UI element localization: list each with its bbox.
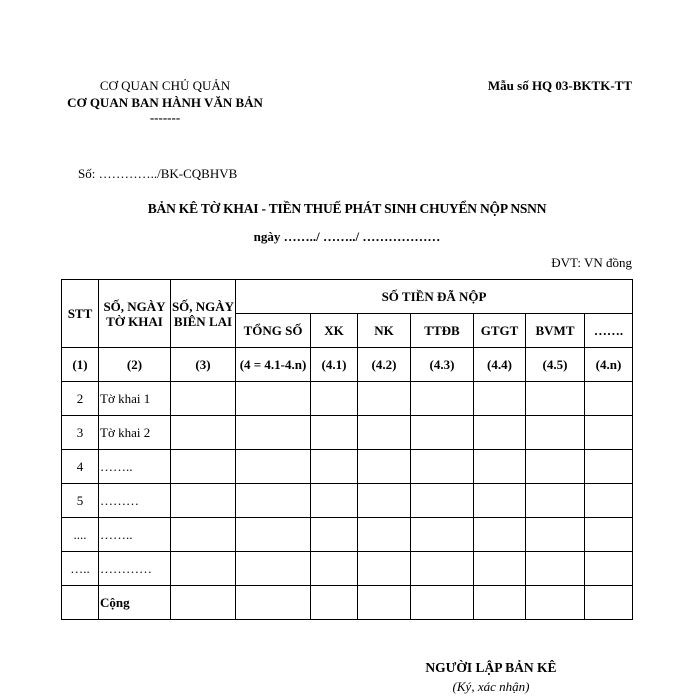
issuing-agency-block	[60, 77, 270, 125]
empty-cell	[311, 552, 358, 586]
empty-cell	[236, 586, 311, 620]
empty-cell	[171, 450, 236, 484]
empty-cell	[526, 484, 585, 518]
empty-cell	[585, 382, 633, 416]
col-header-amount-paid: SỐ TIỀN ĐÃ NỘP	[236, 280, 633, 314]
empty-cell	[585, 450, 633, 484]
col-header-nk: NK	[358, 314, 411, 348]
empty-cell	[585, 518, 633, 552]
empty-cell	[311, 484, 358, 518]
empty-cell	[236, 552, 311, 586]
empty-cell	[474, 450, 526, 484]
empty-cell	[585, 586, 633, 620]
empty-cell	[171, 518, 236, 552]
form-number: Mẫu số HQ 03-BKTK-TT	[487, 78, 632, 93]
row-declaration: Tờ khai 2	[99, 416, 171, 450]
empty-cell	[411, 586, 474, 620]
empty-cell	[358, 382, 411, 416]
empty-cell	[358, 484, 411, 518]
empty-cell	[311, 586, 358, 620]
empty-cell	[526, 552, 585, 586]
index-cell: (2)	[99, 348, 171, 382]
empty-cell	[474, 552, 526, 586]
empty-cell	[526, 586, 585, 620]
empty-cell	[171, 552, 236, 586]
empty-cell	[526, 518, 585, 552]
index-cell: (4.2)	[358, 348, 411, 382]
col-header-total: TỔNG SỐ	[236, 314, 311, 348]
row-stt: 4	[62, 450, 99, 484]
empty-cell	[358, 450, 411, 484]
empty-cell	[236, 518, 311, 552]
empty-cell	[411, 552, 474, 586]
signer-title: NGƯỜI LẬP BẢN KÊ	[425, 660, 557, 675]
empty-cell	[311, 450, 358, 484]
empty-cell	[171, 416, 236, 450]
empty-cell	[411, 382, 474, 416]
empty-cell	[358, 552, 411, 586]
index-cell: (3)	[171, 348, 236, 382]
col-header-xk: XK	[311, 314, 358, 348]
col-header-receipt: SỐ, NGÀY BIÊN LAI	[171, 280, 236, 348]
empty-cell	[474, 382, 526, 416]
index-cell: (4.3)	[411, 348, 474, 382]
empty-cell	[358, 518, 411, 552]
table-row	[62, 552, 633, 586]
currency-unit: ĐVT: VN đồng	[551, 255, 632, 270]
empty-cell	[585, 416, 633, 450]
index-cell: (4 = 4.1-4.n)	[236, 348, 311, 382]
row-stt: 3	[62, 416, 99, 450]
declaration-table	[61, 279, 633, 620]
index-row	[62, 348, 633, 382]
col-header-declaration: SỐ, NGÀY TỜ KHAI	[99, 280, 171, 348]
table-row	[62, 416, 633, 450]
empty-cell	[311, 518, 358, 552]
empty-cell	[526, 382, 585, 416]
table-row	[62, 484, 633, 518]
table-row	[62, 518, 633, 552]
row-declaration: Tờ khai 1	[99, 382, 171, 416]
row-declaration: ………	[99, 484, 171, 518]
empty-cell	[585, 484, 633, 518]
row-declaration: ……..	[99, 518, 171, 552]
row-declaration: …………	[99, 552, 171, 586]
total-row	[62, 586, 633, 620]
row-stt: ....	[62, 518, 99, 552]
empty-cell	[474, 484, 526, 518]
header-row-1	[62, 280, 633, 314]
col-header-ttdb: TTĐB	[411, 314, 474, 348]
empty-cell	[474, 518, 526, 552]
empty-cell	[411, 484, 474, 518]
empty-cell	[526, 416, 585, 450]
empty-cell	[585, 552, 633, 586]
date-line: ngày ……../ ……../ ………………	[253, 229, 441, 244]
index-cell: (4.4)	[474, 348, 526, 382]
empty-cell	[411, 450, 474, 484]
col-header-other: …….	[585, 314, 633, 348]
governing-agency: CƠ QUAN CHỦ QUẢN	[99, 78, 231, 93]
empty-cell	[474, 416, 526, 450]
index-cell: (4.n)	[585, 348, 633, 382]
empty-cell	[171, 382, 236, 416]
empty-cell	[358, 416, 411, 450]
row-stt	[62, 586, 99, 620]
issuing-agency: CƠ QUAN BAN HÀNH VĂN BẢN	[67, 95, 263, 110]
empty-cell	[236, 484, 311, 518]
empty-cell	[236, 382, 311, 416]
empty-cell	[236, 416, 311, 450]
empty-cell	[411, 416, 474, 450]
col-header-bvmt: BVMT	[526, 314, 585, 348]
row-declaration: ……..	[99, 450, 171, 484]
document-title: BẢN KÊ TỜ KHAI - TIỀN THUẾ PHÁT SINH CHUYỂN NỘP NSNN	[147, 201, 547, 216]
index-cell: (1)	[62, 348, 99, 382]
empty-cell	[236, 450, 311, 484]
empty-cell	[311, 416, 358, 450]
table-row	[62, 450, 633, 484]
empty-cell	[526, 450, 585, 484]
row-stt: 2	[62, 382, 99, 416]
row-total-label: Cộng	[99, 586, 171, 620]
index-cell: (4.1)	[311, 348, 358, 382]
signature-note: (Ký, xác nhận)	[452, 679, 530, 694]
empty-cell	[411, 518, 474, 552]
table-row	[62, 382, 633, 416]
empty-cell	[311, 382, 358, 416]
row-stt: …..	[62, 552, 99, 586]
col-header-gtgt: GTGT	[474, 314, 526, 348]
document-number: Số: …………../BK-CQBHVB	[78, 166, 238, 181]
empty-cell	[171, 484, 236, 518]
row-stt: 5	[62, 484, 99, 518]
col-header-stt: STT	[62, 280, 99, 348]
index-cell: (4.5)	[526, 348, 585, 382]
agency-divider: -------	[149, 110, 181, 125]
empty-cell	[474, 586, 526, 620]
empty-cell	[358, 586, 411, 620]
empty-cell	[171, 586, 236, 620]
